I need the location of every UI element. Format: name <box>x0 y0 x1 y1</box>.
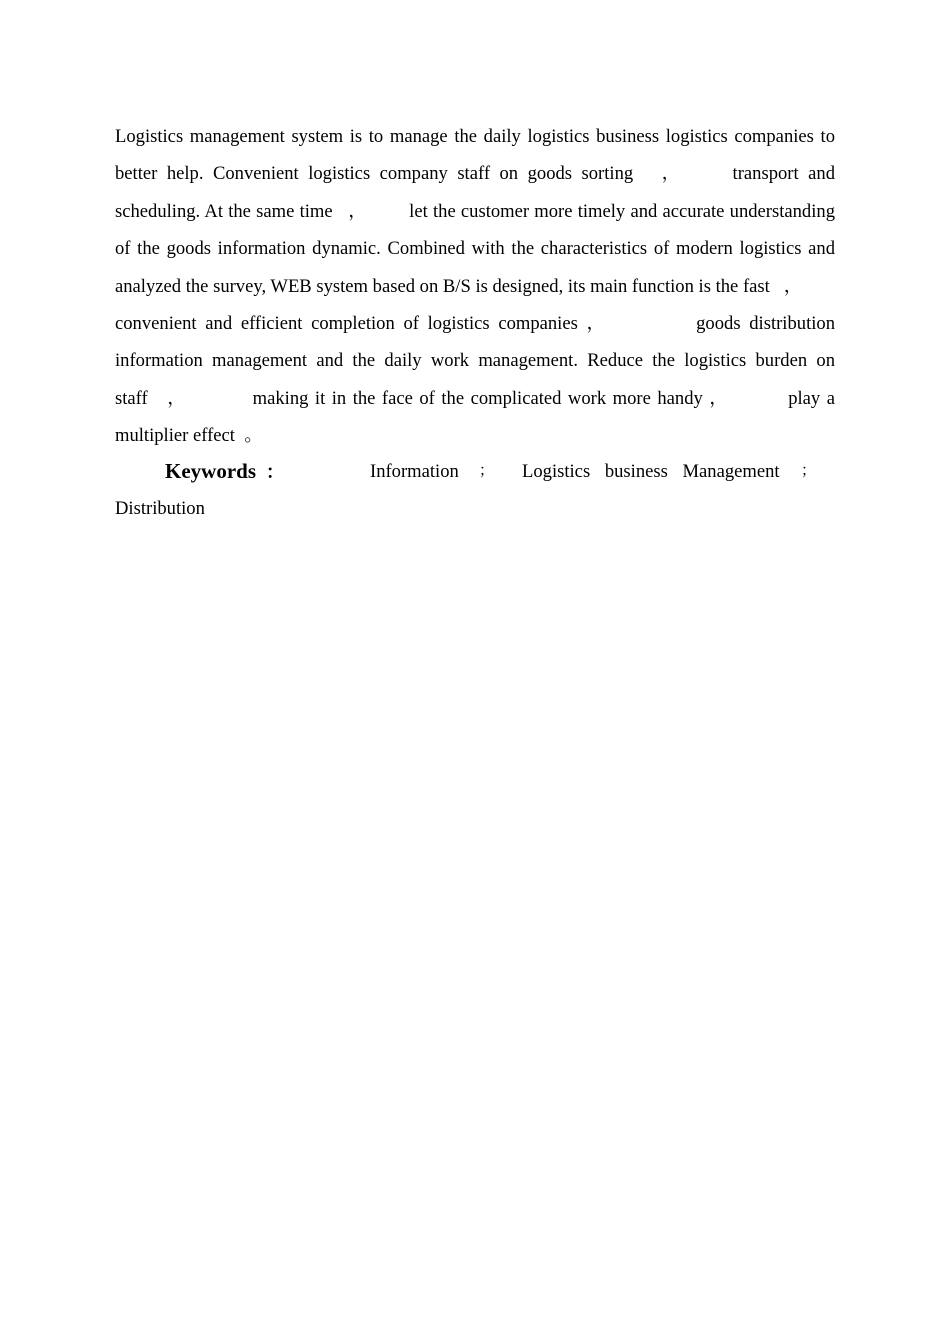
keywords-line-2 <box>115 490 835 527</box>
abstract-line-9: multiplier effect 。 <box>115 425 263 447</box>
abstract-line-5: analyzed the survey, WEB system based on B/S is designed, its main function is the fast ， <box>115 275 803 297</box>
abstract-line-2: better help. Convenient logistics company staff on goods sorting ， transport and <box>115 163 835 185</box>
abstract-paragraph <box>115 118 835 455</box>
abstract-line-3: scheduling. At the same time ， let the customer more timely and accurate understanding <box>115 200 835 222</box>
abstract-line-6: convenient and efficient completion of logistics companies ， goods distribution <box>115 312 835 334</box>
keywords-section <box>115 453 835 527</box>
keyword-item-1: Information <box>370 461 459 482</box>
keywords-line-1 <box>115 453 835 490</box>
keywords-label: Keywords <box>165 459 256 483</box>
abstract-line-7: information management and the daily work management. Reduce the logistics burden on <box>115 350 835 372</box>
keyword-item-3: Distribution <box>115 498 205 519</box>
abstract-line-1: Logistics management system is to manage the daily logistics business logistics companies to <box>115 126 835 147</box>
keyword-separator-1: ； <box>479 463 495 479</box>
keyword-item-2: Logistics business Management <box>522 461 780 482</box>
keyword-separator-2: ； <box>801 463 817 479</box>
keywords-colon: ： <box>266 462 284 482</box>
abstract-line-4: of the goods information dynamic. Combined with the characteristics of modern logistics and <box>115 238 835 260</box>
abstract-line-8: staff ， making it in the face of the complicated work more handy ， play a <box>115 387 835 409</box>
